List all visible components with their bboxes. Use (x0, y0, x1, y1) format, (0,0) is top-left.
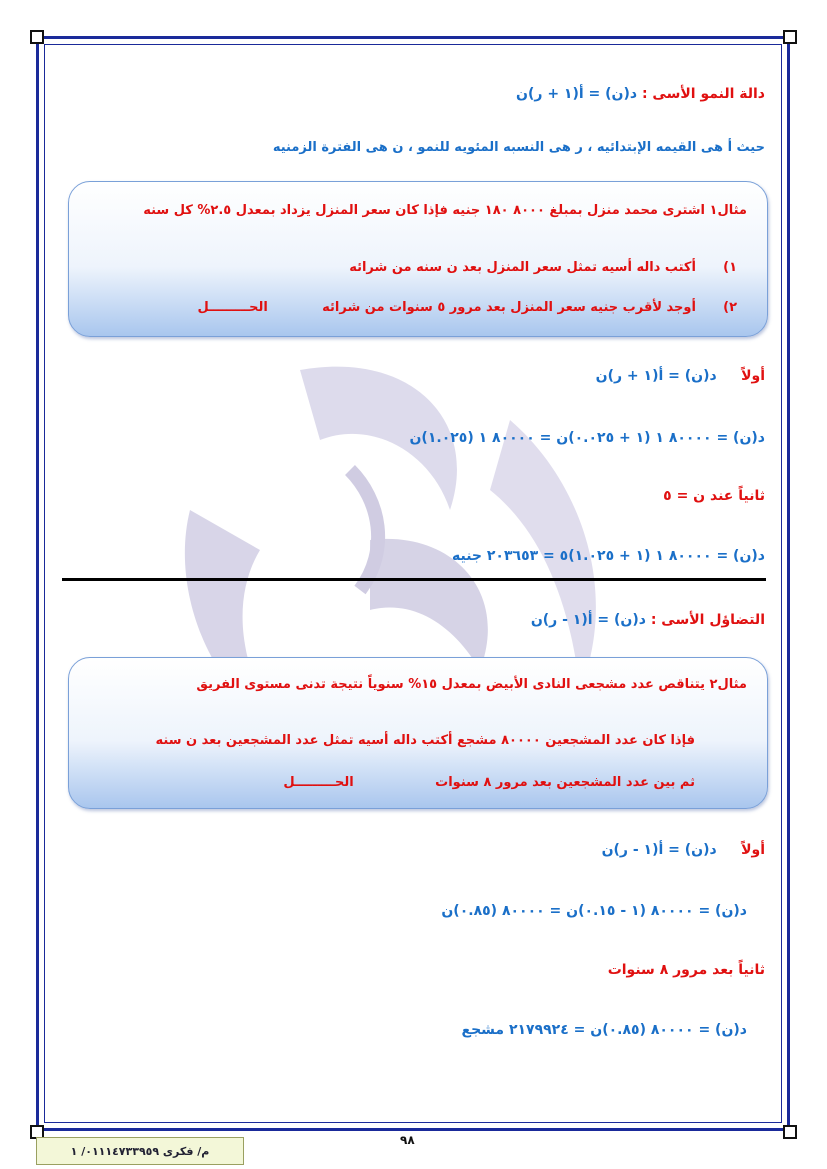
section-divider (62, 578, 766, 581)
example1-item1-text: أكتب داله أسيه تمثل سعر المنزل بعد ن سنه من شرائه (349, 260, 696, 275)
decay-formula: د(ن) = أ(١ - ر)ن (530, 612, 646, 628)
growth-formula: د(ن) = أ(١ + ر)ن (516, 86, 638, 102)
example1-item1 (349, 260, 737, 275)
solution1-first-formula: د(ن) = أ(١ + ر)ن (595, 368, 717, 384)
example2-solution-label: الحـــــــــل (283, 775, 354, 790)
frame-corner-top-left (30, 30, 44, 44)
solution2-first-line (602, 842, 765, 858)
solution2-first-label: أولاً (741, 842, 765, 858)
frame-corner-top-right (783, 30, 797, 44)
example2-line3 (283, 775, 695, 790)
example2-line2: فإذا كان عدد المشجعين ٨٠٠٠٠ مشجع أكتب داله أسيه تمثل عدد المشجعين بعد ن سنه (155, 733, 695, 748)
solution2-first-formula: د(ن) = أ(١ - ر)ن (601, 842, 717, 858)
decay-title: التضاؤل الأسى : (650, 612, 765, 628)
solution1-step2: د(ن) = ٨٠٠٠٠ ١ (١ + ٠.٠٢٥)ن = ٨٠٠٠٠ ١ (١.٠٢٥)ن (409, 430, 765, 446)
footer-contact: م/ فكرى ٠١١١٤٧٣٣٩٥٩/ ١ (36, 1137, 244, 1165)
example1-item2-number: ٢) (723, 300, 737, 315)
example1-solution-label: الحـــــــــل (197, 300, 268, 315)
growth-title: دالة النمو الأسى : (641, 86, 765, 102)
example1-statement: مثال١ اشترى محمد منزل بمبلغ ٨٠٠٠ ١٨٠ جنيه فإذا كان سعر المنزل يزداد بمعدل ٢.٥% كل سنه (143, 203, 747, 218)
growth-heading-line (516, 86, 765, 102)
example2-question: ثم بين عدد المشجعين بعد مرور ٨ سنوات (435, 775, 695, 790)
solution1-step3: د(ن) = ٨٠٠٠٠ ١ (١ + ١.٠٢٥)٥ = ٢٠٣٦٥٣ جنيه (452, 548, 765, 564)
example1-item1-number: ١) (723, 260, 737, 275)
growth-definition: حيث أ هى القيمه الإبتدائيه ، ر هى النسبه المئويه للنمو ، ن هى الفترة الزمنيه (272, 140, 765, 155)
frame-corner-bottom-right (783, 1125, 797, 1139)
page-number: ٩٨ (400, 1133, 415, 1147)
solution2-second-label: ثانياً بعد مرور ٨ سنوات (607, 962, 765, 978)
solution1-first-label: أولاً (741, 368, 765, 384)
solution2-step2: د(ن) = ٨٠٠٠٠ (١ - ٠.١٥)ن = ٨٠٠٠٠ (٠.٨٥)ن (441, 903, 747, 919)
example2-statement: مثال٢ يتناقص عدد مشجعى النادى الأبيض بمعدل ١٥% سنوياً نتيجة تدنى مستوى الفريق (196, 677, 747, 692)
example1-item2 (198, 300, 737, 315)
decay-heading-line (531, 612, 765, 628)
solution1-first-line (596, 368, 765, 384)
solution1-second-label: ثانياً عند ن = ٥ (663, 488, 765, 504)
solution2-step3: د(ن) = ٨٠٠٠٠ (٠.٨٥)ن = ٢١٧٩٩٢٤ مشجع (461, 1022, 747, 1038)
example1-item2-text: أوجد لأقرب جنيه سعر المنزل بعد مرور ٥ سنوات من شرائه (322, 300, 696, 315)
